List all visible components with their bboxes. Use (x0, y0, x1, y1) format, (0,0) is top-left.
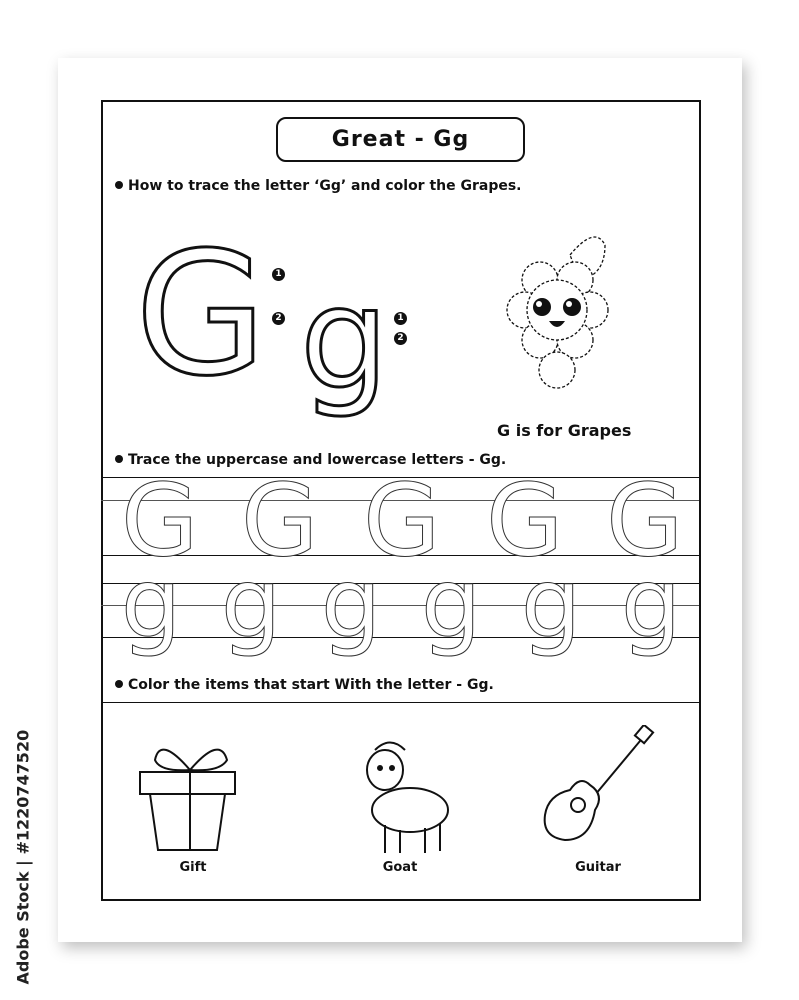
trace-uppercase: G (121, 462, 199, 579)
guitar-icon (540, 725, 660, 850)
trace-lowercase: g (621, 549, 682, 659)
instruction-2: Trace the uppercase and lowercase letters - Gg. (115, 452, 506, 468)
goat-icon (345, 735, 455, 860)
gift-icon (135, 740, 245, 855)
instruction-3: Color the items that start With the letter - Gg. (115, 677, 494, 693)
example-caption: G is for Grapes (497, 421, 632, 440)
item-label-goat: Goat (382, 860, 418, 875)
stroke-number: 1 (272, 268, 285, 281)
trace-uppercase: G (363, 462, 441, 579)
item-label-guitar: Guitar (575, 860, 621, 875)
stock-watermark: Adobe Stock | #1220747520 (13, 729, 33, 985)
trace-lowercase: g (221, 549, 282, 659)
trace-lowercase: g (121, 549, 182, 659)
stroke-number: 2 (394, 332, 407, 345)
example-lowercase: g (300, 258, 389, 421)
trace-uppercase: G (241, 462, 319, 579)
instruction-1: How to trace the letter ‘Gg’ and color the Grapes. (115, 178, 522, 194)
example-uppercase: G (135, 216, 267, 414)
stroke-number: 2 (272, 312, 285, 325)
stroke-number: 1 (394, 312, 407, 325)
trace-uppercase: G (486, 462, 564, 579)
trace-lowercase: g (521, 549, 582, 659)
grapes-icon (495, 225, 625, 395)
trace-uppercase: G (606, 462, 684, 579)
page-title: Great - Gg (276, 117, 525, 162)
trace-lowercase: g (321, 549, 382, 659)
trace-lowercase: g (421, 549, 482, 659)
item-label-gift: Gift (179, 860, 207, 875)
